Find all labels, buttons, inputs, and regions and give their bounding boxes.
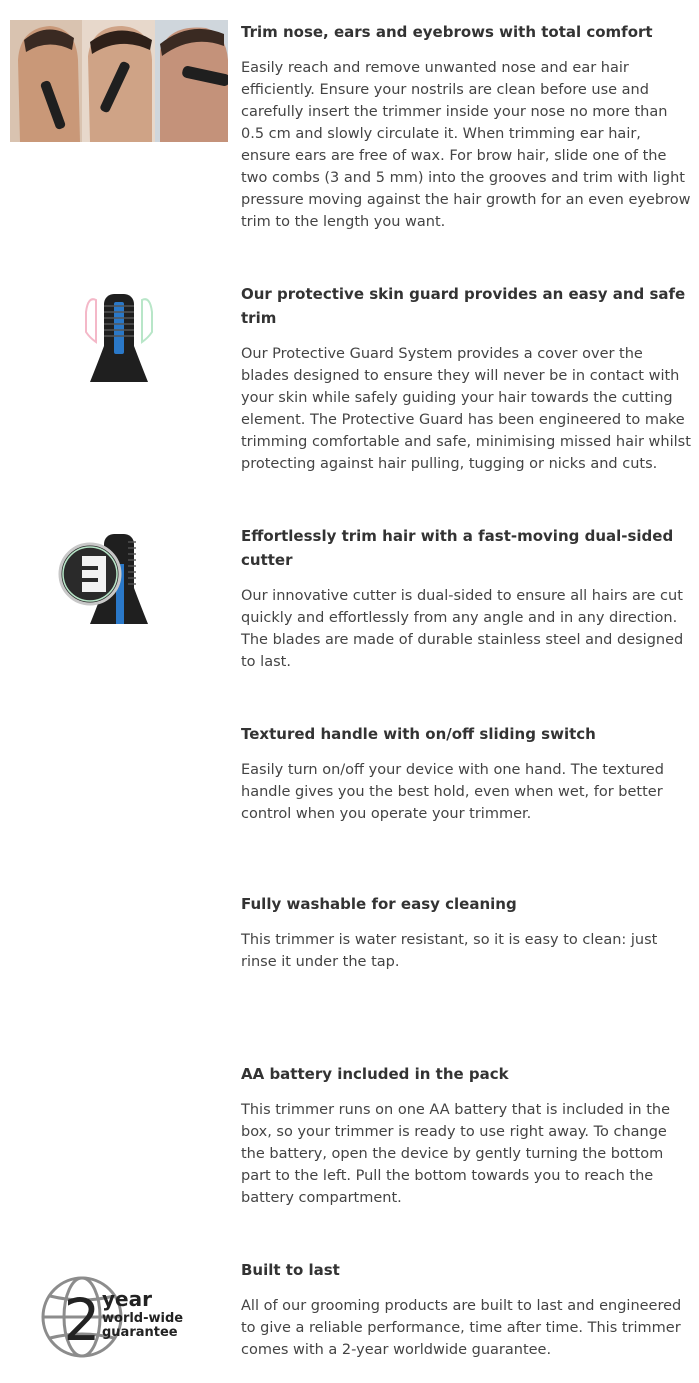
feature-description: This trimmer runs on one AA battery that is included in the box, so your trimmer is ready to use right away. To change the battery, open the device by gently turning the bottom part to the left. Pull the bottom towards you to reach the battery compartment.	[241, 1102, 671, 1206]
feature-text	[241, 722, 691, 825]
feature-description: Easily reach and remove unwanted nose and ear hair efficiently. Ensure your nostrils are clean before use and carefully insert the trimmer inside your nose no more than 0.5 cm and slowly circulate it. When trimming ear hair, ensure ears are free of wax. For brow hair, slide one of the two combs (3 and 5 mm) into the grooves and trim with light pressure moving against the hair growth for an even eyebrow trim to the length you want.	[241, 60, 691, 230]
feature-description: Easily turn on/off your device with one hand. The textured handle gives you the best hold, even when wet, for better control when you operate your trimmer.	[241, 762, 664, 822]
guarantee-badge	[40, 1272, 260, 1362]
feature-title: Fully washable for easy cleaning	[241, 895, 517, 913]
feature-description: Our innovative cutter is dual-sided to ensure all hairs are cut quickly and effortlessly from any angle and in any direction. The blades are made of durable stainless steel and designed to last.	[241, 588, 684, 670]
feature-text	[241, 524, 691, 673]
trimmer-guard-icon	[10, 282, 230, 412]
feature-title: Textured handle with on/off sliding switch	[241, 725, 596, 743]
guarantee-line-1: year	[102, 1287, 152, 1311]
guarantee-line-3: guarantee	[102, 1325, 178, 1340]
guarantee-number: 2	[63, 1286, 101, 1354]
feature-text	[241, 1258, 691, 1361]
feature-description: Our Protective Guard System provides a cover over the blades designed to ensure they will never be in contact with your skin while safely guiding your hair towards the cutting element. The Protective Guard has been engineered to make trimming comfortable and safe, minimising missed hair whilst protecting against hair pulling, tugging or nicks and cuts.	[241, 346, 691, 472]
feature-text	[241, 282, 691, 475]
feature-description: This trimmer is water resistant, so it is easy to clean: just rinse it under the tap.	[241, 932, 658, 970]
feature-title: AA battery included in the pack	[241, 1065, 509, 1083]
trimmer-cutter-icon-wrap	[10, 524, 230, 654]
guarantee-line-2: world-wide	[102, 1311, 184, 1326]
feature-description: All of our grooming products are built to last and engineered to give a reliable performance, time after time. This trimmer comes with a 2-year worldwide guarantee.	[241, 1298, 682, 1358]
feature-text	[241, 1062, 691, 1209]
trimmer-cutter-icon	[10, 524, 230, 654]
trimmer-guard-icon-wrap	[10, 282, 230, 412]
feature-title: Trim nose, ears and eyebrows with total comfort	[241, 23, 653, 41]
feature-text	[241, 892, 691, 973]
feature-title: Effortlessly trim hair with a fast-moving dual-sided cutter	[241, 527, 674, 569]
guarantee-globe-icon	[40, 1272, 210, 1362]
man-using-trimmer-photo	[10, 20, 228, 142]
feature-title: Our protective skin guard provides an easy and safe trim	[241, 285, 686, 327]
feature-title: Built to last	[241, 1261, 340, 1279]
feature-text	[241, 20, 691, 233]
trimming-photo-strip	[10, 20, 230, 142]
